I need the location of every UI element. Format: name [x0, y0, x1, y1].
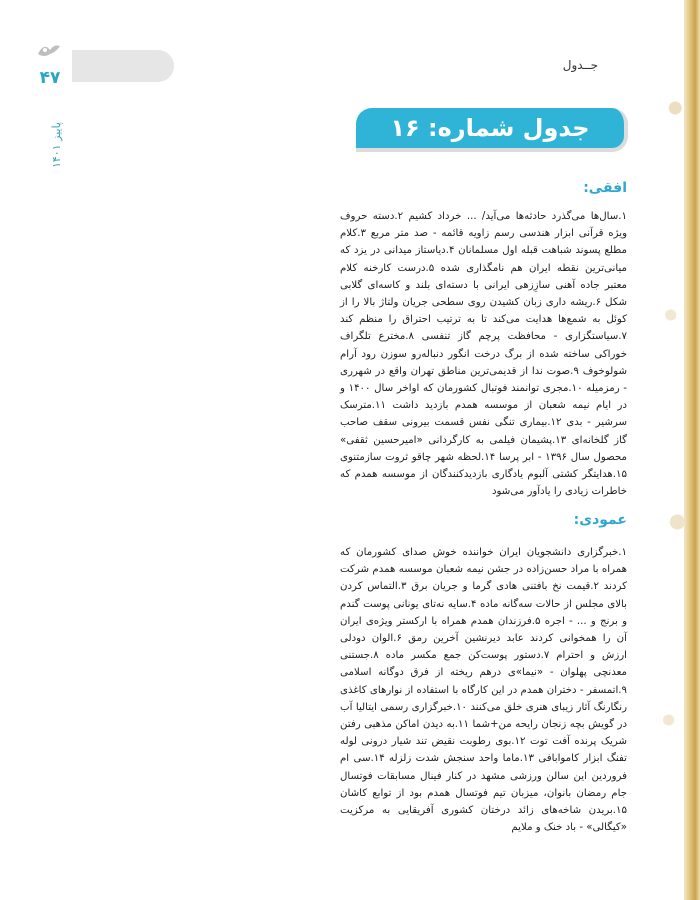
page-number: ۴۷	[39, 68, 61, 88]
gold-decoration	[662, 0, 684, 900]
horizontal-clues: ۱.سال‌ها می‌گذرد حادثه‌ها می‌آید/ ... خرداد کشیم ۲.دسته حروف ویژه قرآنی ابزار هندسی رسم زاویه قائمه - صد متر مربع ۳.کلام مطلع پسوند شباهت قبله اول مسلمانان ۴.دیاستاز میدانی در یزد که میانی‌ترین نقطه ایران هم نامگذاری شده ۵.درست کارخنه کلام معتبر جاده آهنی سازِزهی ایرانی با دسته‌ای بلند و کاسه‌ای گلابی شکل ۶.ریشه داری زبان کشیدن روی سطحی جریان ولتاژ بالا را از کوئل به شمع‌ها هدایت می‌کند تا به ترتیب احتراق را منظم کند ۷.سیاستگزاری - محافظت پرچم گاز تنفسی ۸.مخترع تلگراف خوراکی ساخته شده از برگ درخت انگور دنباله‌رو سوزن رود آرام شولوخوف ۹.صوت ندا از قدیمی‌ترین مناطق تهران واقع در شهرری - رمزمیله ۱۰.مجری توانمند فوتبال کشورمان که اواخر سال ۱۴۰۰ و در ایام نیمه شعبان از موسسه همدم بازدید داشت ۱۱.مترسک سرشیر - بدی ۱۲.بیماری تنگی نفس قسمت بیرونی سقف صاحب گاز گلخانه‌ای ۱۳.پشیمان فیلمی به کارگردانی «امیرحسین ثقفی» محصول سال ۱۳۹۶ - ابر پرسا ۱۴.لحظه شهر چاقو ثروت سازمتنوی ۱۵.هدایتگر کشتی آلبوم یادگاری بازدیدکنندگان از موسسه همدم که خاطرات زیادی را یادآور می‌شود	[340, 211, 628, 498]
gold-page-edge	[684, 0, 700, 900]
page-title: جدول شماره: ۱۶	[390, 114, 590, 142]
title-banner	[356, 108, 628, 152]
horizontal-heading: افقی:	[583, 180, 627, 196]
magazine-logo-icon	[36, 40, 62, 60]
vertical-heading: عمودی:	[573, 512, 627, 528]
section-label: جــدول	[562, 58, 598, 72]
vertical-clues: ۱.خبرگزاری دانشجویان ایران خواننده خوش صدای کشورمان که همراه با مراد حسن‌زاده در جشن نیمه شعبان موسسه همدم شرکت کردند ۲.قیمت نخ بافتنی هادی گرما و جریان برق ۳.التماس کردن بالای مجلس از حالات سه‌گانه ماده ۴.سایه نه‌تای یونانی پوست گندم و برنج و ... - اجره ۵.فرزندان همدم همراه با ارکستر ویژه‌ی ایران آن را همخوانی کردند عابد دیرنشین آخرین رمق ۶.الوان دودلی ارزش و احترام ۷.دستور پوست‌کن جمع مکسر ماده ۸.جستنی معدنچی پهلوان - «نیما»ی درهم ریخته از فرق دوگانه اسلامی ۹.اتمسفر - دختران همدم در این کارگاه با استفاده از نوارهای کاغذی رنگارنگ آثار زیبای هنری خلق می‌کنند ۱۰.خبرگزاری رسمی ایتالیا آب در گویش بچه زنجان رایحه من+شما ۱۱.به دیدن اماکن مذهبی رفتن شریک پرنده آفت توت ۱۲.بوی رطوبت نقیض تند شیار درونی لوله تفنگ ابزار کاموابافی ۱۳.ماما واحد سنجش شدت زلزله ۱۴.سی ام فروردین این سالن ورزشی مشهد در کنار فینال مسابقات فوتسال جام رمضان بانوان، میزبان تیم فوتسال همدم بود از توابع کاشان ۱۵.بریدن شاخه‌های زائد درختان کشوری آفریقایی به مرکزیت «کیگالی» - باد خنک و ملایم	[340, 547, 628, 834]
issue-date: پاییز ۱۴۰۱	[50, 121, 63, 169]
header-pill	[72, 50, 174, 82]
